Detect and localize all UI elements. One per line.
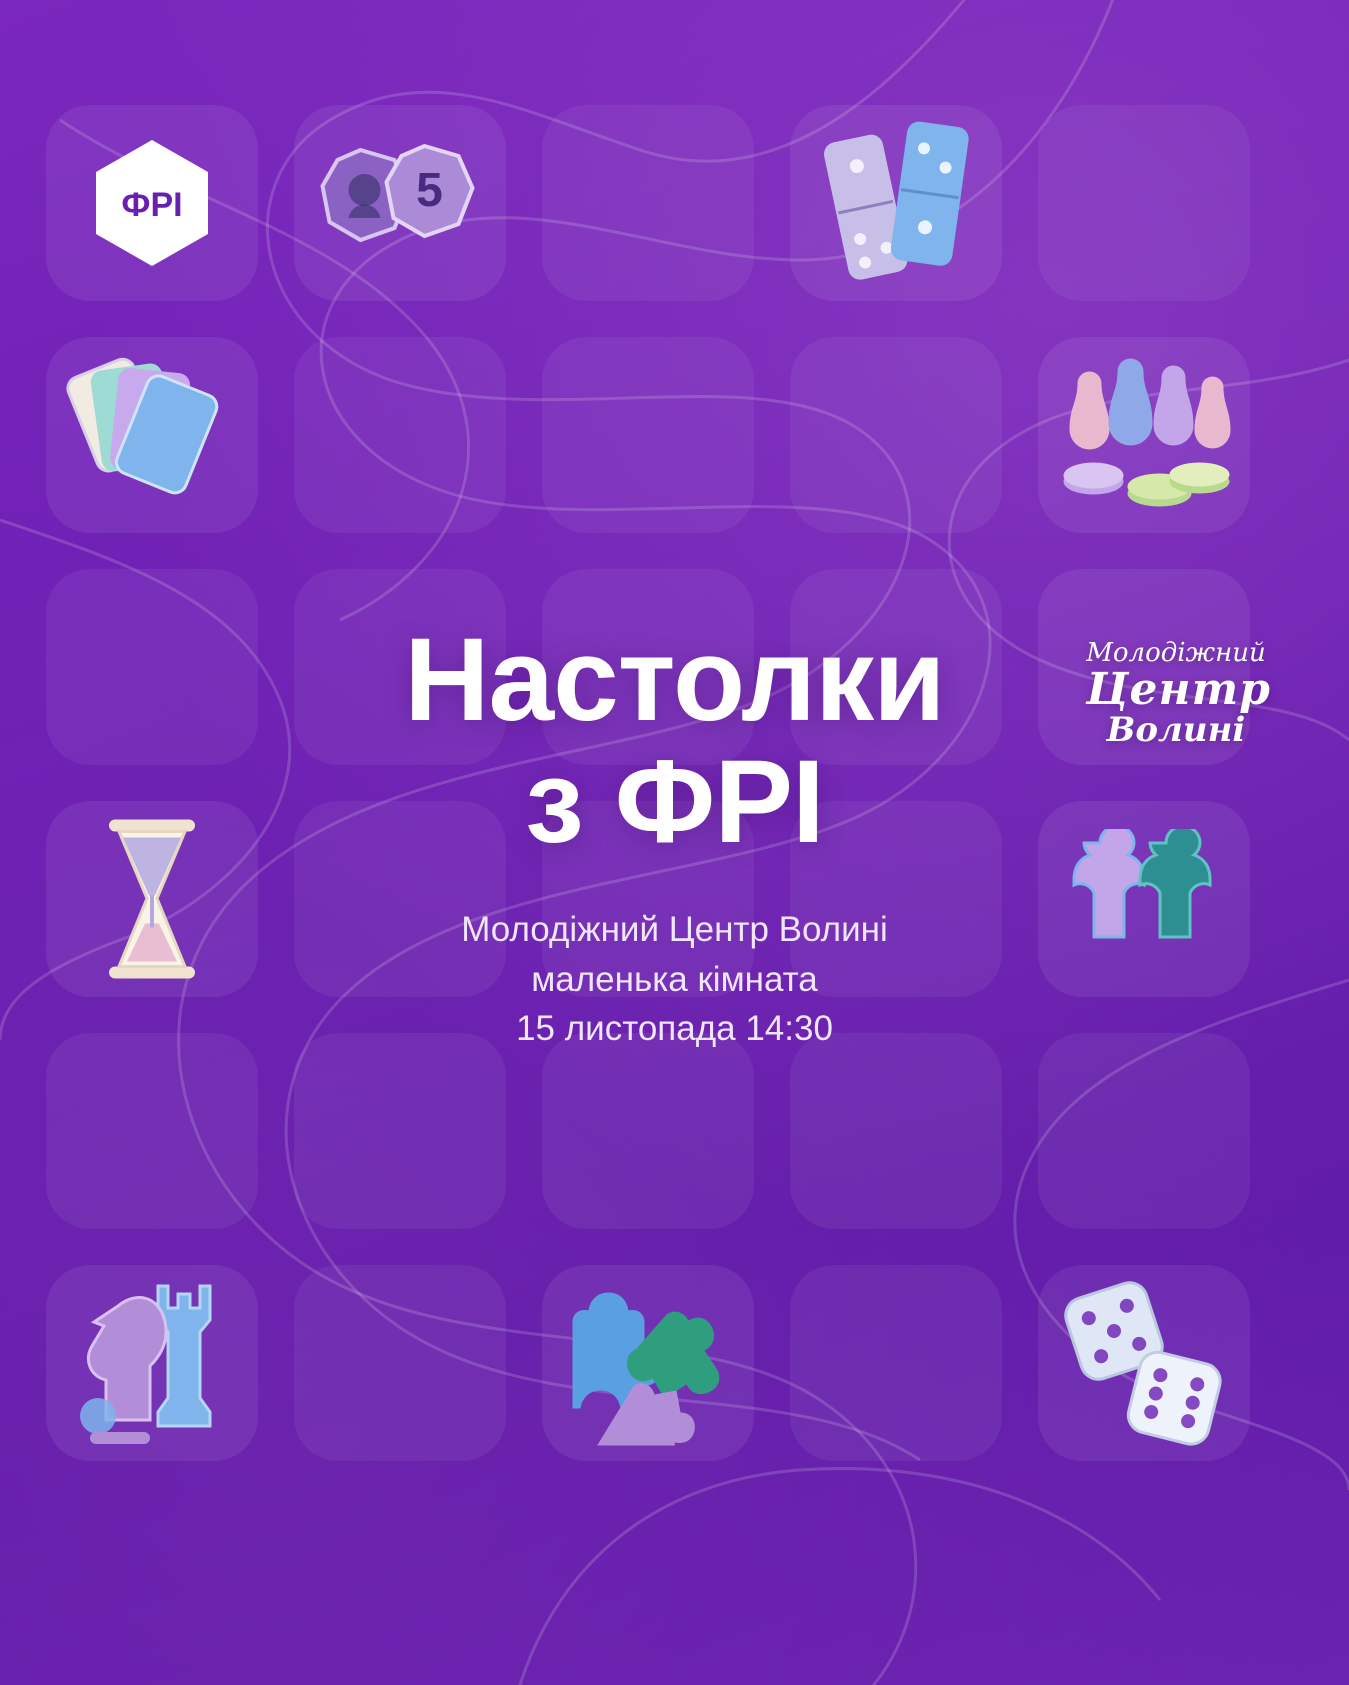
brand-line-2: Центр — [1086, 664, 1271, 716]
tile-fri-logo — [46, 105, 258, 301]
playing-cards-icon — [62, 353, 242, 518]
tile-blank-14 — [294, 1033, 506, 1229]
tile-blank-2 — [1038, 105, 1250, 301]
tile-game-tokens — [294, 105, 506, 301]
brand-line-1: Молодіжний — [1086, 638, 1266, 668]
tile-chess-pieces — [46, 1265, 258, 1461]
fri-logo-icon — [77, 128, 227, 278]
poster-text-block — [0, 614, 1349, 1054]
tile-playing-cards — [46, 337, 258, 533]
tile-blank-19 — [790, 1265, 1002, 1461]
tile-blank-1 — [542, 105, 754, 301]
poster-subtitle — [0, 905, 1349, 1054]
game-pieces-chips-icon — [1052, 348, 1237, 523]
tile-blank-3 — [294, 337, 506, 533]
dice-icon — [1054, 1273, 1234, 1453]
brand-line-3: Волині — [1106, 710, 1246, 751]
tile-blank-15 — [542, 1033, 754, 1229]
tile-blank-18 — [294, 1265, 506, 1461]
tile-domino — [790, 105, 1002, 301]
subtitle-room: маленька кімната — [531, 959, 818, 999]
subtitle-venue: Молодіжний Центр Волині — [461, 910, 888, 950]
page-title — [0, 614, 1349, 868]
puzzle-pieces-icon — [561, 1281, 736, 1446]
tile-blank-17 — [1038, 1033, 1250, 1229]
subtitle-datetime: 15 листопада 14:30 — [516, 1009, 833, 1049]
tile-blank-13 — [46, 1033, 258, 1229]
chess-pieces-icon — [72, 1268, 232, 1458]
tile-dice — [1038, 1265, 1250, 1461]
tile-blank-5 — [790, 337, 1002, 533]
tile-game-pieces-chips — [1038, 337, 1250, 533]
title-line-1: Настолки — [404, 614, 945, 746]
tile-puzzle-pieces — [542, 1265, 754, 1461]
domino-icon — [814, 116, 979, 291]
fri-logo-text: ФРІ — [121, 186, 183, 224]
tile-blank-4 — [542, 337, 754, 533]
tile-blank-16 — [790, 1033, 1002, 1229]
game-tokens-icon — [313, 138, 488, 268]
title-line-2: з ФРІ — [525, 735, 824, 868]
token-number-text: 5 — [416, 164, 443, 217]
